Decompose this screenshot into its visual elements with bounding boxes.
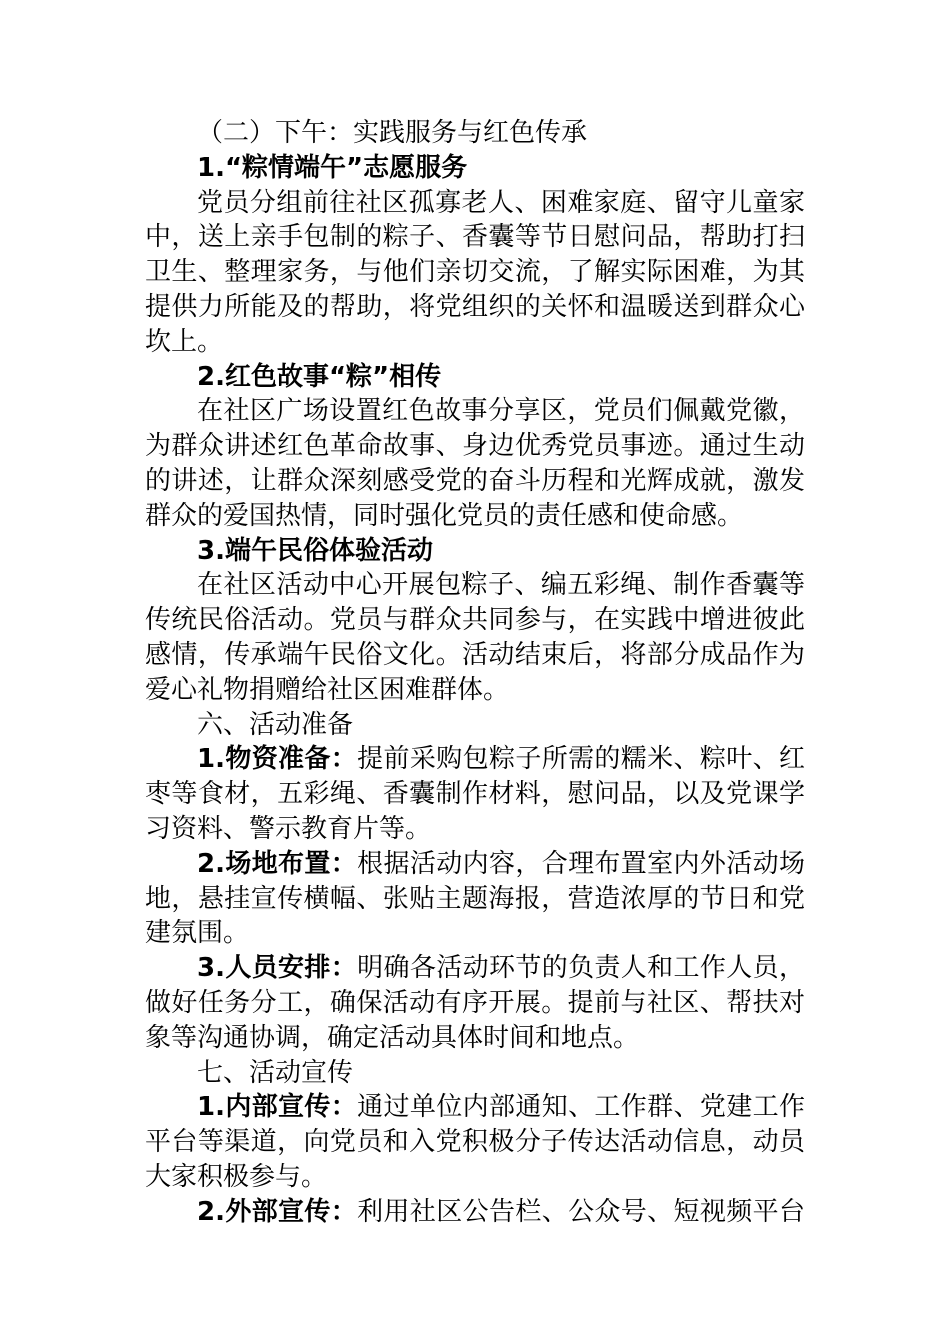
section-heading-publicity: 七、活动宣传 [197, 1057, 354, 1088]
paragraph-line [145, 847, 805, 882]
paragraph-line: 中，送上亲手包制的粽子、香囊等节日慰问品，帮助打扫 [145, 222, 805, 253]
paragraph-line: 传统民俗活动。党员与群众共同参与，在实践中增进彼此 [145, 605, 805, 636]
paragraph-text: 利用社区公告栏、公众号、短视频平台 [357, 1196, 805, 1227]
paragraph-line: 的讲述，让群众深刻感受党的奋斗历程和光辉成就，激发 [145, 465, 805, 496]
item-title-red-stories: 2.红色故事“粽”相传 [197, 361, 442, 392]
paragraph-line: 党员分组前往社区孤寡老人、困难家庭、留守儿童家 [197, 187, 805, 218]
paragraph-line: 建氛围。 [145, 918, 250, 949]
paragraph-line [145, 951, 805, 986]
item-title-folk-experience: 3.端午民俗体验活动 [197, 535, 433, 566]
paragraph-line [145, 742, 805, 777]
paragraph-text: 根据活动内容，合理布置室内外活动场 [357, 848, 805, 879]
document-body [145, 116, 805, 1230]
paragraph-line: 坎上。 [145, 326, 224, 357]
item-label-venue: 2.场地布置： [197, 848, 358, 879]
paragraph-line [145, 1195, 805, 1230]
paragraph-text: 通过单位内部通知、工作群、党建工作 [357, 1092, 805, 1123]
paragraph-line: 地，悬挂宣传横幅、张贴主题海报，营造浓厚的节日和党 [145, 883, 805, 914]
paragraph-line: 习资料、警示教育片等。 [145, 813, 432, 844]
paragraph-line: 大家积极参与。 [145, 1161, 328, 1192]
paragraph-line: 象等沟通协调，确定活动具体时间和地点。 [145, 1022, 640, 1053]
paragraph-line: 提供力所能及的帮助，将党组织的关怀和温暖送到群众心 [145, 291, 805, 322]
item-label-internal-publicity: 1.内部宣传： [197, 1092, 358, 1123]
item-label-staffing: 3.人员安排： [197, 953, 358, 984]
section-heading-afternoon: （二）下午：实践服务与红色传承 [197, 118, 588, 148]
section-heading-preparation: 六、活动准备 [197, 709, 354, 740]
paragraph-line: 在社区广场设置红色故事分享区，党员们佩戴党徽， [197, 396, 805, 427]
paragraph-text: 明确各活动环节的负责人和工作人员， [357, 953, 805, 984]
paragraph-line: 感情，传承端午民俗文化。活动结束后，将部分成品作为 [145, 639, 805, 670]
item-label-materials: 1.物资准备： [197, 744, 358, 775]
paragraph-line: 为群众讲述红色革命故事、身边优秀党员事迹。通过生动 [145, 431, 805, 462]
paragraph-line: 在社区活动中心开展包粽子、编五彩绳、制作香囊等 [197, 570, 805, 601]
paragraph-line: 卫生、整理家务，与他们亲切交流，了解实际困难，为其 [145, 257, 805, 288]
paragraph-line: 群众的爱国热情，同时强化党员的责任感和使命感。 [145, 500, 744, 531]
paragraph-line: 做好任务分工，确保活动有序开展。提前与社区、帮扶对 [145, 987, 805, 1018]
paragraph-line: 平台等渠道，向党员和入党积极分子传达活动信息，动员 [145, 1127, 805, 1158]
paragraph-line [145, 1090, 805, 1125]
item-label-external-publicity: 2.外部宣传： [197, 1196, 358, 1227]
paragraph-text: 提前采购包粽子所需的糯米、粽叶、红 [357, 744, 805, 775]
paragraph-line: 枣等食材，五彩绳、香囊制作材料，慰问品，以及党课学 [145, 779, 805, 810]
paragraph-line: 爱心礼物捐赠给社区困难群体。 [145, 674, 510, 705]
item-title-volunteer-service: 1.“粽情端午”志愿服务 [197, 152, 468, 183]
